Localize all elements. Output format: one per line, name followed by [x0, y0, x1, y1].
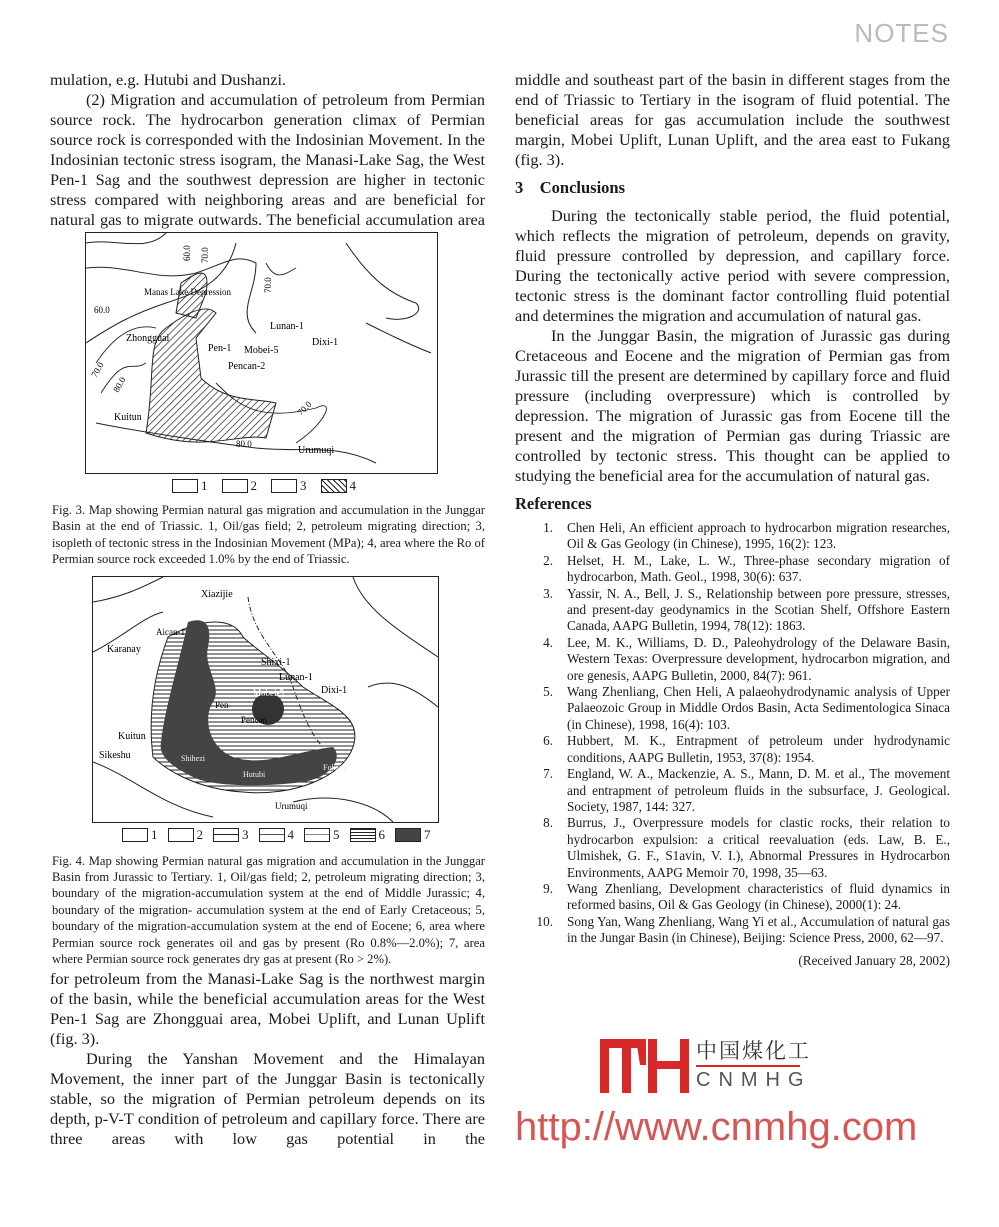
- references-list: [515, 520, 950, 969]
- legend-label: 3: [242, 826, 249, 842]
- map-label: Pencan-2: [228, 361, 266, 372]
- isoline-label: 60.0: [94, 305, 110, 315]
- map-label: Urumuqi: [298, 445, 335, 456]
- legend-label: 2: [196, 826, 203, 842]
- boundary-jurassic-icon: [213, 828, 239, 842]
- legend-label: 5: [333, 826, 340, 842]
- isoline-label: 70.0: [295, 399, 314, 418]
- mh-logo-icon: [600, 1035, 690, 1093]
- reference-text: Yassir, N. A., Bell, J. S., Relationship between pore pressure, stresses, and present-day geodynamics in the Scotian Shelf, Offshore Eastern Canada, AAPG Bulletin, 1994, 78(12): 1863.: [567, 585, 950, 634]
- reference-text: Wang Zhenliang, Development characteristics of fluid dynamics in reformed basins, Oil & Gas Geology (in Chinese), 2000(1): 24.: [567, 880, 950, 913]
- figure-4-map: [92, 576, 439, 823]
- paragraph: In the Junggar Basin, the migration of Jurassic gas during Cretaceous and Eocene and the migration of Permian gas from Jurassic till the present are determined by capillary force and fluid pressure (including overpressure) which is controlled by depression. The migration of Jurassic gas from Eocene till the present and the migration of Permian gas during Triassic are controlled by tectonic stress. This thought can be applied to studying the beneficial area for the accumulation of natural gas.: [515, 326, 950, 485]
- legend-label: 6: [378, 826, 385, 842]
- map-label: Sikeshu: [99, 749, 131, 761]
- reference-text: Chen Heli, An efficient approach to hydrocarbon migration researches, Oil & Gas Geology (in Chinese), 1995, 16(2): 123.: [567, 520, 950, 552]
- reference-item: [515, 881, 950, 914]
- watermark: http://www.cnmhg.com: [515, 1104, 918, 1149]
- map-label: Manas Lake Depression: [144, 287, 231, 297]
- reference-item: [515, 815, 950, 881]
- oil-gas-field-icon: [122, 828, 148, 842]
- map-label: Hutubi: [243, 769, 266, 779]
- reference-number: 1.: [543, 520, 553, 535]
- isoline-label: 80.0: [236, 439, 252, 449]
- reference-text: Wang Zhenliang, Chen Heli, A palaeohydrodynamic analysis of Upper Palaeozoic Group in Middle Ordos Basin, Acta Sedimentologica Sinaca (in Chinese), 1998, 16(4): 103.: [567, 684, 950, 732]
- paragraph: mulation, e.g. Hutubi and Dushanzi.: [50, 70, 287, 89]
- reference-text: Helset, H. M., Lake, L. W., Three-phase secondary migration of hydrocarbon, Math. Geol., 1998, 30(6): 637.: [567, 552, 950, 585]
- map-label: Lunan-1: [279, 671, 313, 683]
- map-label: Shihezi: [181, 753, 205, 763]
- oil-gas-area-icon: [350, 828, 376, 842]
- map-label: Pen-: [215, 699, 232, 710]
- map-label: Kuitun: [118, 730, 146, 742]
- figure-3-map: [85, 232, 438, 474]
- reference-number: 8.: [543, 815, 553, 831]
- reference-number: 9.: [543, 880, 553, 896]
- isoline-label: 60.0: [182, 245, 192, 261]
- map-label: Karanay: [107, 643, 141, 655]
- hatched-area-icon: [321, 479, 347, 493]
- boundary-eocene-icon: [304, 828, 330, 842]
- reference-number: 3.: [543, 585, 553, 601]
- reference-number: 2.: [543, 552, 553, 568]
- legend-label: 3: [300, 478, 307, 493]
- right-column-text: [515, 70, 950, 520]
- cnmhg-logo: [600, 1035, 812, 1095]
- left-column-top: [50, 70, 485, 230]
- reference-item: [515, 635, 950, 684]
- left-column: [50, 70, 485, 1149]
- isoline-label: 80.0: [111, 375, 128, 394]
- reference-text: Lee, M. K., Williams, D. D., Paleohydrology of the Delaware Basin, Western Texas: Overpressure development, hydrocarbon migration, and ore genesis, AAPG Bulletin, 2000, 84(7): 961.: [567, 634, 950, 683]
- reference-item: [515, 586, 950, 635]
- reference-number: 7.: [543, 766, 553, 782]
- right-column: [515, 70, 950, 1150]
- isopleth-icon: [271, 479, 297, 493]
- figure-4-caption: Fig. 4. Map showing Permian natural gas migration and accumulation in the Junggar Basin from Jurassic to Tertiary. 1, Oil/gas field; 2, petroleum migrating direction; 3, boundary of the migration-accumulation system at the end of Middle Jurassic; 4, boundary of the migration- accumulation system at the end of Early Cretaceous; 5, boundary of the migration-accumulation system at the end of Eocene; 6, area where Permian source rock generates oil and gas by present (Ro 0.8%—2.0%); 7, area where Permian source rock generates dry gas at present (Ro > 2%).: [52, 853, 485, 967]
- figure-4-legend: [122, 827, 485, 843]
- map-label: Mobei-5: [244, 345, 279, 356]
- logo-english-text: CNMHG: [696, 1068, 812, 1091]
- legend-label: 2: [250, 478, 257, 493]
- map-label: Mobei-5: [253, 687, 284, 698]
- received-date: (Received January 28, 2002): [798, 952, 950, 968]
- dry-gas-area-icon: [395, 828, 421, 842]
- legend-label: 7: [424, 826, 431, 842]
- map-label: Lunan-1: [270, 321, 304, 332]
- map-label: Aican-1: [156, 626, 185, 637]
- legend-label: 4: [349, 478, 356, 493]
- figure-4-svg: [93, 577, 438, 822]
- paragraph: for petroleum from the Manasi-Lake Sag is the northwest margin of the basin, while the beneficial accumulation areas for the West Pen-1 Sag are Zhongguai area, Mobei Uplift, and Lunan Uplift (fig. 3).: [50, 969, 485, 1049]
- isoline-label: 70.0: [200, 247, 210, 263]
- map-label: Kuitun: [114, 412, 142, 423]
- paragraph: (2) Migration and accumulation of petroleum from Permian source rock. The hydrocarbon generation climax of Permian source rock is corresponded with the Indosinian Movement. In the Indosinian tectonic stress isogram, the Manasi-Lake Sag, the West Pen-1 Sag and the southwest depression are higher in tectonic stress compared with neighboring areas and are beneficial for natural gas to migrate outwards. The beneficial accumulation area: [50, 90, 485, 229]
- map-label: Pencan: [241, 714, 267, 725]
- reference-item: [515, 733, 950, 766]
- figure-3-svg: [86, 233, 437, 473]
- map-label: Dixi-1: [321, 684, 348, 696]
- references-heading: References: [515, 494, 592, 513]
- reference-number: 10.: [536, 913, 553, 929]
- legend-label: 1: [201, 478, 208, 493]
- migration-arrow-icon: [168, 828, 194, 842]
- conclusions-heading: 3 Conclusions: [515, 178, 626, 197]
- migration-arrow-icon: [222, 479, 248, 493]
- reference-number: 5.: [543, 684, 553, 700]
- map-label: Zhongguai: [126, 333, 170, 344]
- reference-text: England, W. A., Mackenzie, A. S., Mann, D. M. et al., The movement and entrapment of petroleum fluids in the subsurface, J. Geological. Society, 1987, 144: 327.: [567, 766, 950, 814]
- logo-chinese-text: 中国煤化工: [696, 1038, 811, 1063]
- map-label: Shixi-1: [261, 656, 291, 668]
- isoline-label: 70.0: [263, 277, 273, 293]
- logo-divider: [696, 1065, 800, 1067]
- map-label: Fukang: [323, 762, 347, 772]
- reference-text: Hubbert, M. K., Entrapment of petroleum under hydrodynamic conditions, AAPG Bulletin, 1953, 37(8): 1954.: [567, 733, 950, 765]
- section-header: NOTES: [854, 18, 949, 48]
- map-label: Xiazijie: [201, 588, 233, 600]
- map-label: Dixi-1: [312, 337, 339, 348]
- map-label: Urumuqi: [275, 800, 308, 811]
- reference-text: Burrus, J., Overpressure models for clastic rocks, their relation to hydrocarbon expulsion: a critical reevaluation (eds. Law, B. E., Ulmishek, G. F., S1avin, V. I.), Abnormal Pressures in Hydrocarbon Environments, AAPG Memoir 70, 1998, 35—63.: [567, 815, 950, 880]
- paragraph: During the Yanshan Movement and the Himalayan Movement, the inner part of the Junggar Basin is tectonically stable, so the migration of Permian petroleum depends on its depth, p-V-T condition of petroleum and capillary force. There are three areas with low gas potential in the: [50, 1049, 485, 1149]
- reference-number: 6.: [543, 733, 553, 749]
- legend-label: 1: [151, 826, 158, 842]
- figure-3-legend: [172, 478, 485, 494]
- paragraph: middle and southeast part of the basin in different stages from the end of Triassic to Tertiary in the isogram of fluid potential. The beneficial areas for gas accumulation include the southwest margin, Mobei Uplift, Lunan Uplift, and the area east to Fukang (fig. 3).: [515, 70, 950, 169]
- reference-text: Song Yan, Wang Zhenliang, Wang Yi et al., Accumulation of natural gas in the Jungar Basin (in Chinese), Beijing: Science Press, 2000, 62—97.: [567, 913, 950, 946]
- boundary-cretaceous-icon: [259, 828, 285, 842]
- reference-item: [515, 553, 950, 586]
- reference-item: [515, 520, 950, 553]
- map-label: Pen-1: [208, 343, 232, 354]
- figure-3-caption: Fig. 3. Map showing Permian natural gas migration and accumulation in the Junggar Basin at the end of Triassic. 1, Oil/gas field; 2, petroleum migrating direction; 3, isopleth of tectonic stress in the Indosinian Movement (MPa); 4, area where the Ro of Permian source rock exceeded 1.0% by the end of Triassic.: [52, 503, 485, 567]
- oil-gas-field-icon: [172, 479, 198, 493]
- reference-item: [515, 914, 950, 947]
- paragraph: During the tectonically stable period, the fluid potential, which reflects the migration of petroleum, depends on gravity, fluid pressure controlled by depression, and capillary force. During the tectonically active period with severe compression, tectonic stress is the dominant factor controlling fluid potential and determines the migration and accumulation of natural gas.: [515, 206, 950, 325]
- legend-label: 4: [287, 826, 294, 842]
- reference-item: [515, 684, 950, 733]
- reference-item: [515, 766, 950, 815]
- reference-number: 4.: [543, 634, 553, 650]
- isoline-label: 70.0: [89, 360, 106, 379]
- left-column-bottom: [50, 969, 485, 1149]
- hatched-area: [146, 309, 279, 442]
